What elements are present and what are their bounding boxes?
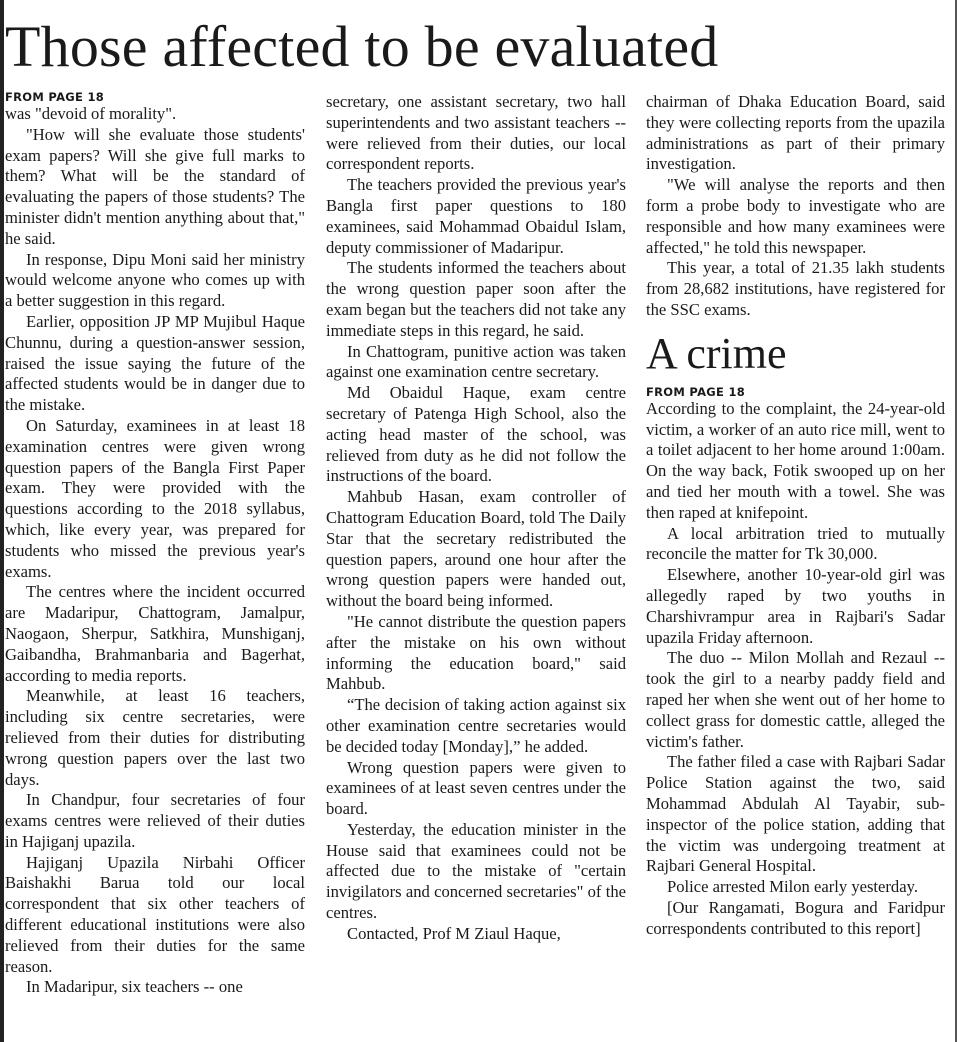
article-paragraph: Earlier, opposition JP MP Mujibul Haque Chunnu, during a question-answer session, raised the issue saying the future of the affected students would be in danger due to the mistake. [5, 311, 305, 415]
article-paragraph: In Madaripur, six teachers -- one [26, 977, 243, 997]
article-paragraph: Mahbub Hasan, exam controller of Chattogram Education Board, told The Daily Star that the secretary redistributed the question papers, around one hour after the wrong question papers were handed out, without the board being informed. [326, 487, 626, 611]
article-paragraph: The father filed a case with Rajbari Sadar Police Station against the two, said Mohammad Abdulah Al Tayabir, sub-inspector of the police station, adding that the victim was undergoing treatment at Rajbari General Hospital. [646, 752, 945, 876]
article-column-3 [646, 92, 945, 939]
article-paragraph: The teachers provided the previous year's Bangla first paper questions to 180 examinees, said Mohammad Obaidul Islam, deputy commissioner of Madaripur. [326, 175, 626, 257]
article-paragraph: "How will she evaluate those students' exam papers? Will she give full marks to them? What will be the standard of evaluating the papers of those students? The minister didn't mention anything about that," he said. [5, 124, 305, 248]
left-column-rule [0, 0, 4, 1042]
from-page-kicker: FROM PAGE 18 [5, 90, 105, 104]
article-paragraph: "He cannot distribute the question papers after the mistake on his own without informing the education board," said Mahbub. [326, 611, 626, 694]
article-paragraph: "We will analyse the reports and then form a probe body to investigate who are responsible and how many examinees were affected," he told this newspaper. [646, 175, 945, 257]
article-paragraph: Md Obaidul Haque, exam centre secretary of Patenga High School, also the acting head master of the school, was relieved from duty as he did not follow the instructions of the board. [326, 383, 626, 486]
article-paragraph: In Chandpur, four secretaries of four exams centres were relieved of their duties in Hajiganj upazila. [5, 790, 305, 851]
article-paragraph: The duo -- Milon Mollah and Rezaul -- took the girl to a nearby paddy field and raped her when she went out of her home to collect grass for domestic cattle, alleged the victim's father. [646, 648, 945, 751]
article-paragraph: According to the complaint, the 24-year-old victim, a worker of an auto rice mill, went to a toilet adjacent to her home around 1:00am. On the way back, Fotik swooped up on her and tied her mouth with a towel. She was then raped at knifepoint. [646, 398, 945, 522]
article-paragraph: Hajiganj Upazila Nirbahi Officer Baishakhi Barua told our local correspondent that six other teachers of different educational institutions were also relieved from their duties for the same reason. [5, 852, 305, 976]
article-paragraph: On Saturday, examinees in at least 18 examination centres were given wrong question papers of the Bangla First Paper exam. They were provided with the questions according to the 2018 syllabus, which, like every year, was prepared for students who missed the previous year's exams. [5, 415, 305, 581]
main-headline: Those affected to be evaluated [5, 14, 719, 79]
article-column-1 [5, 90, 305, 998]
article-paragraph: secretary, one assistant secretary, two hall superintendents and two assistant teachers -- were relieved from their duties, our local correspondent reports. [326, 92, 626, 174]
article-paragraph: “The decision of taking action against six other examination centre secretaries would be decided today [Monday],” he added. [326, 695, 626, 756]
article-paragraph: In response, Dipu Moni said her ministry would welcome anyone who comes up with a better suggestion in this regard. [5, 249, 305, 311]
right-edge-rule [955, 0, 957, 1042]
article-paragraph: Meanwhile, at least 16 teachers, including six centre secretaries, were relieved from their duties for distributing wrong question papers over the last two days. [5, 686, 305, 789]
article-paragraph: Elsewhere, another 10-year-old girl was allegedly raped by two youths in Charshivrampur area in Rajbari's Sadar upazila Friday afternoon. [646, 565, 945, 647]
article-paragraph: chairman of Dhaka Education Board, said they were collecting reports from the upazila administrations as part of their primary investigation. [646, 92, 945, 174]
article-paragraph: [Our Rangamati, Bogura and Faridpur correspondents contributed to this report] [646, 897, 945, 938]
article-paragraph: A local arbitration tried to mutually reconcile the matter for Tk 30,000. [646, 523, 945, 564]
from-page-kicker-2: FROM PAGE 18 [646, 384, 746, 399]
article-column-2 [326, 92, 626, 945]
article-paragraph: was "devoid of morality". [5, 104, 177, 123]
article-paragraph: Contacted, Prof M Ziaul Haque, [347, 923, 561, 943]
article-paragraph: This year, a total of 21.35 lakh students from 28,682 institutions, have registered for the SSC exams. [646, 258, 945, 319]
article-paragraph: Wrong question papers were given to examinees of at least seven centres under the board. [326, 757, 626, 819]
secondary-headline: A crime [646, 328, 787, 378]
article-paragraph: In Chattogram, punitive action was taken against one examination centre secretary. [326, 341, 626, 382]
article-paragraph: The centres where the incident occurred are Madaripur, Chattogram, Jamalpur, Naogaon, Sherpur, Satkhira, Munshiganj, Gaibandha, Brahmanbaria and Bagerhat, according to media reports. [5, 582, 305, 685]
article-paragraph: Police arrested Milon early yesterday. [667, 877, 918, 897]
article-paragraph: Yesterday, the education minister in the House said that examinees could not be affected due to the mistake of "certain invigilators and concerned secretaries" of the centres. [326, 819, 626, 923]
article-paragraph: The students informed the teachers about the wrong question paper soon after the exam began but the teachers did not take any immediate steps in this regard, he said. [326, 258, 626, 340]
